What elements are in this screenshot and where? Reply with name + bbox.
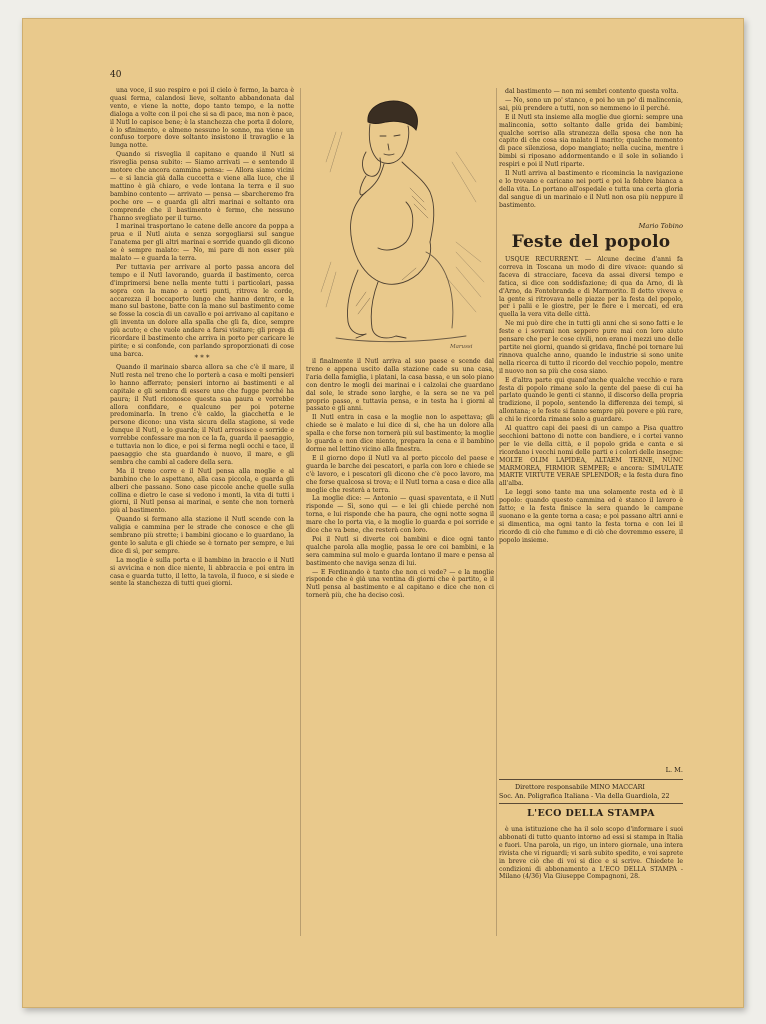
paragraph: Quando si risveglia il capitano e quando il Nutl si risveglia pensa subito: — Siamo arrivati — e sentendo il motore che ancora cammina pensa: — Allora siamo vicini — e si lancia già dalla cuccetta e viene alla luce, che il mattino è già chiaro, e vede lontana la terra e il suo bambino contento — arrivato — pensa — sbarcheremo fra poche ore — e guarda gli altri marinai e soltanto ora comprende che il bastimento è fermo, che nessuno l'hanno svegliato per il turno. — [110, 151, 294, 222]
section-separator: * * * — [194, 354, 210, 362]
paragraph: è una istituzione che ha il solo scopo d'informare i suoi abbonati di tutto quanto intorno ad essi si stampa in Italia e fuori. Una parola, un rigo, un intero giornale, una intera rivista che vi riguardi; vi sarà subito spedito, e voi saprete in breve ciò che di voi si dice e si scrive. Chiedete le condizioni di abbonamento a L'ECO DELLA STAMPA - Milano (4/36) Via Giuseppe Compagnoni, 28. — [499, 826, 683, 881]
paragraph: Quando si fermano alla stazione il Nutl scende con la valigia e cammina per le strade che conosce e che gli sembrano più strette; i bambini giocano e lo guardano, la gente lo saluta e gli chiede se è tornato per sempre, e lui dice di sì, per sempre. — [110, 516, 294, 555]
column-divider — [496, 88, 497, 936]
paragraph: La moglie è sulla porta e il bambino in braccio e il Nutl si avvicina e non dice niente, li abbraccia e poi entra in casa e guarda tutto, il letto, la tavola, il fuoco, e si siede e sente la stanchezza di tutti quei giorni. — [110, 556, 294, 588]
paragraph: USQUE RECURRENT. — Alcune decine d'anni fa correva in Toscana un modo di dire vivace: quando si faceva di stracciare, faceva da assai diversi tempo e fatica, si dice con soddisfazione; di qua da Arno, di là d'Arno, da Fontebranda e di Marmorito. Il detto viveva e la gente si ritrovava nelle piazze per la festa del popolo, per i palii e le giostre, per le fiere e i mercati, ed era quella la vera vita delle città. — [499, 256, 683, 319]
paragraph: — E Ferdinando è tanto che non ci vede? — e la moglie risponde che è già una ventina di giorni che è partito, e il Nutl pensa al bastimento e al capitano e dice che non ci tornerà più, che ha deciso così. — [306, 568, 494, 600]
column-divider — [300, 88, 301, 936]
column1-bottom-text — [110, 364, 294, 936]
imprint-director: Direttore responsabile MINO MACCARI — [515, 783, 645, 791]
paragraph: Il Nutl arriva al bastimento e ricomincia la navigazione e lo trovano e caricano nei porti e poi la febbre bianca a della vita. Lo portano all'ospedale e tutta una certa gloria dal sangue di un marinaio e il Nutl non osa più neppure il bastimento. — [499, 170, 683, 209]
imprint-printer: Soc. An. Poligrafica Italiana - Via della Guardiola, 22 — [499, 792, 670, 800]
paragraph: E d'altra parte qui quand'anche qualche vecchio e rara festa di popolo rimane solo la gente del paese di cui ha parlato quando le genti ci stanno, il discorso della propria tradizione, il popolo, sentendo la differenza dei tempi, si allontana; e le feste si fanno sempre più povere e più rare, e chi le ricorda rimane solo a guardare. — [499, 376, 683, 424]
divider — [499, 803, 683, 804]
page-number: 40 — [110, 70, 122, 80]
paragraph: dal bastimento — non mi sembri contento questa volta. — [505, 88, 679, 95]
paragraph: Le leggi sono tante ma una solamente resta ed è il popolo: quando questo cammina ed è stanco il lavoro è fatto; e la festa finisce la sera quando le campane suonano e la gente torna a casa; e poi passano altri anni e si dimentica, ma ogni tanto la festa torna e con lei il ricordo di ciò che fummo e di ciò che dovremmo essere, il popolo insieme. — [499, 489, 683, 544]
paragraph: — No, sono un po' stanco, e poi ho un po' di malinconia, sai, più prendere a tutti, non so nemmeno io il perché. — [499, 96, 683, 112]
paragraph: una voce, il suo respiro e poi il cielo è fermo, la barca è quasi ferma, calandosi lieve, soltanto abbandonata dal vento, e viene la notte, dopo tanto tempo, e la notte dialoga a volte con il poi che si sa di pace, ma non è pace, il Nutl lo capisce bene; è la stanchezza che porta il dolore, è lo sfinimento, e almeno nessuno lo sonno, ma viene un confuso torpore dove soltanto insistono il travaglio e la lunga notte. — [110, 87, 294, 150]
divider — [499, 779, 683, 780]
imprint — [499, 783, 683, 801]
column1-top-text — [110, 87, 294, 358]
paragraph: il finalmente il Nutl arriva al suo paese e scende dal treno e appena uscito dalla stazione cade su una casa, l'aria della famiglia, i platani, la casa bassa, e un solo piano con dentro le mogli dei marinai e i calzolai che guardano dal sole, le strade sono larghe, e la sera se ne va pel proprio passo, e tuttavia pensa, e in testa ha i giorni al passato e gli anni. — [306, 358, 494, 413]
paragraph: E il giorno dopo il Nutl va al porto piccolo del paese e guarda le barche dei pescatori, e parla con loro e chiede se c'è lavoro, e i pescatori gli dicono che c'è poco lavoro, ma che forse qualcosa si trova; e il Nutl torna a casa e dice alla moglie che resterà a terra. — [306, 454, 494, 494]
paragraph: E il Nutl sta insieme alla moglie due giorni: sempre una malinconia, sotto soltanto dalle grida dei bambini; qualche sorriso alla stranezza della sposa che non ha capito di che cosa sia malato il marito; qualche momento di pace silenziosa, dopo mangiato; nella cucina, mentre i bimbi si riposano addormentando e il sole in soliando i respiri e poi il Nutl riparte. — [499, 113, 683, 169]
seated-figure-illustration — [306, 92, 494, 352]
paragraph: Al quattro capi dei paesi di un campo a Pisa quattro secchioni battono di notte con bandiere, e i cortei vanno per le vie della città, e il popolo grida e canta e si ricordano i vecchi nomi delle parti e i colori delle insegne: MOLTE OLIM LAPIDEA, ALTAEM TERNE, NUNC MARMOREA, FIRMIOR SEMPER; e ancora: SIMULATE MARTE VIRTUTE VERAE SPLENDOR; e la festa dura fino all'alba. — [499, 425, 683, 488]
paragraph: Poi il Nutl si diverte coi bambini e dice ogni tanto qualche parola alla moglie, passa le ore coi bambini, e la sera cammina sul molo e guarda lontano il mare e pensa al bastimento che naviga senza di lui. — [306, 535, 494, 567]
article-body — [499, 256, 683, 764]
column2-text — [306, 358, 494, 936]
paragraph: Quando il marinaio sbarca allora sa che c'è il mare, il Nutl resta nel treno che lo porterà a casa e molti pensieri lo hanno afferrato; pensieri intorno ai bastimenti e al capitale e gli sembra di essere uno che fugge perché ha paura; il Nutl riconosce questa sua paura e vorrebbe allora confidare, e qualcuno per poi poterne predominarla. In treno c'è caldo, la giacchetta e le persone dicono: una vista sicura della stagione, si vede dunque il Nutl, e lo guarda; il Nutl arrossisce e sorride e vorrebbe confessare ma non ce la fa, guarda il paesaggio, e tuttavia non lo dice, e poi si ferma negli occhi e tace, il paesaggio che sta guardando è nuovo, il mare, e gli sembra che cambi al cadere della sera. — [110, 364, 294, 466]
paragraph: Per tuttavia per arrivare al porto passa ancora del tempo e il Nutl lavorando, guarda il bastimento, cerca d'imprimersi bene nella mente tutti i particolari, passa sopra con la mano a certi punti, ritrova le corde, accarezza il boccaporto lungo che hanno dentro, e la mano sul bastone, batte con la mano sul bastimento come se fosse la coscia di un cavallo e poi arrivano al capitano e gli inventa un dolore alla spalla che gli fa, dice, sempre più acuto; e che vuole andare a farsi visitare; gli prega di ricordare il bastimento che arriva in porto per caricare le pirite; e si confonde, con parlando sproporzionati di cose una barca. — [110, 263, 294, 358]
paragraph: Ma il treno corre e il Nutl pensa alla moglie e al bambino che lo aspettano, alla casa piccola, e guarda gli alberi che passano. Sono case piccole anche quelle sulla collina e dietro le case si vedono i monti, la vita di tutti i giorni, il Nutl pensa ai marinai, e sente che non tornerà più al bastimento. — [110, 467, 294, 515]
column3-top-text — [499, 88, 683, 218]
paragraph: Ne mi può dire che in tutti gli anni che si sono fatti e le feste e i sovrani non seppero pure mai con loro aiuto pensare che per le cose civili, non erano i mezzi uno delle partite nei giorni, quando si gridava, finché poi tornare lui rinnova qualche anno, quando le industrie si sono unite nella ricerca di tutto il ricordo del vecchio popolo, mentre il nuovo non sa più che cosa siano. — [499, 320, 683, 375]
advert-text — [499, 826, 683, 898]
article-title: Feste del popolo — [511, 232, 671, 252]
illustration-caption: Marussi — [450, 344, 473, 350]
paragraph: La moglie dice: — Antonio — quasi spaventata, e il Nutl risponde — Sì, sono qui — e lei gli chiede perché non torna, e lui risponde che ha paura, che ogni notte sogna il mare che lo porta via, e la moglie lo guarda e poi sorride e dice che va bene, che resterà con loro. — [306, 495, 494, 535]
story-signature: Mario Tobino — [638, 222, 683, 230]
paragraph: Il Nutl entra in casa e la moglie non lo aspettava; gli chiede se è malato e lui dice di sì, che ha un dolore alla spalla e che forse non tornerà più sul bastimento; la moglie lo guarda e non dice niente, prepara la cena e il bambino dorme nel lettino vicino alla finestra. — [306, 414, 494, 453]
advert-title: L'ECO DELLA STAMPA — [527, 808, 655, 819]
paragraph: I marinai trasportano le catene delle ancore da poppa a prua e il Nutl aiuta e senza sorgogliarsi sul sangue l'anatema per gli altri marinai e sorride quando gli dicono se è sempre malato: — No, mi pare di non esser più malato — e guarda la terra. — [110, 223, 294, 263]
article-signature: L. M. — [665, 766, 683, 774]
